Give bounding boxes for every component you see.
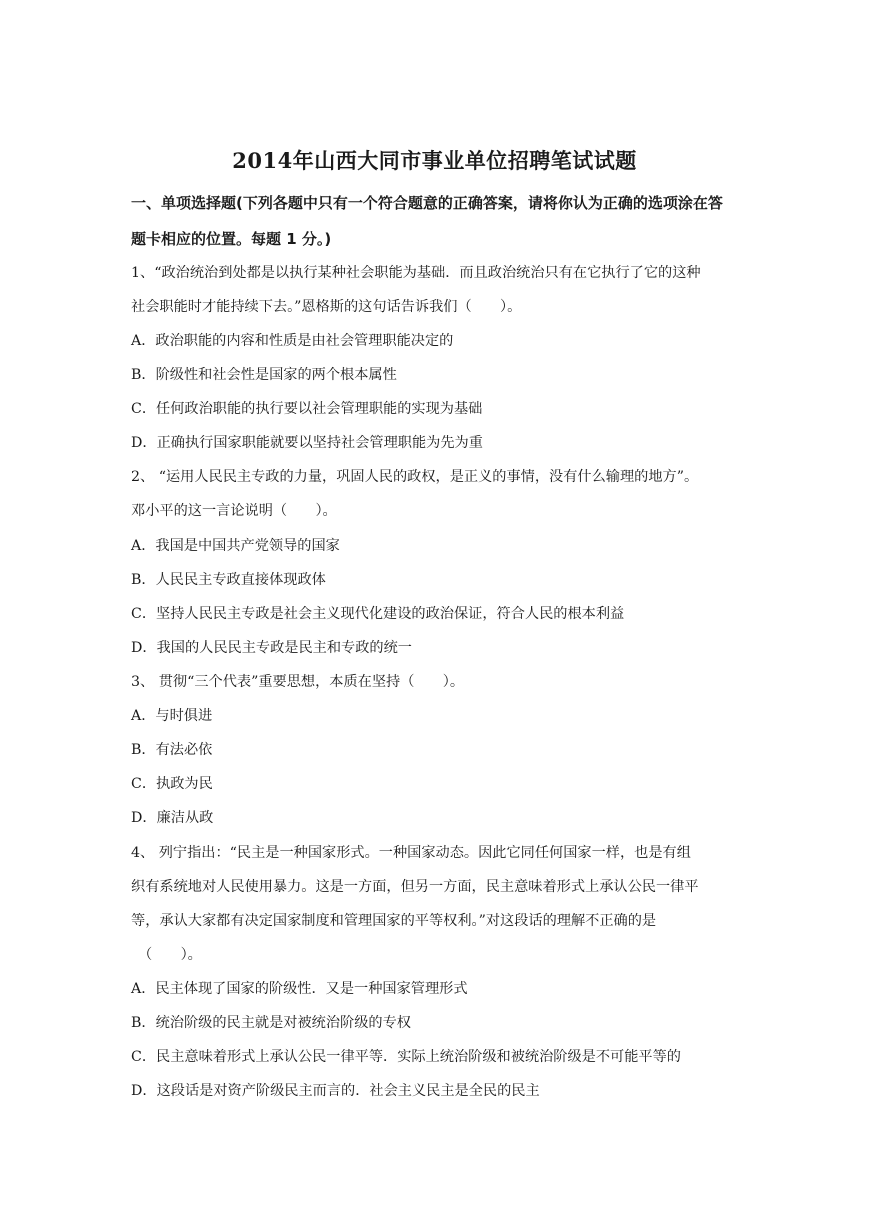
question-1-stem-line-2: 社会职能时才能持续下去。”恩格斯的这句话告诉我们（ ）。 [131, 299, 522, 315]
question-2-option-d: D．我国的人民民主专政是民主和专政的统一 [131, 640, 412, 656]
question-2-option-a: A．我国是中国共产党领导的国家 [131, 538, 340, 554]
question-4-stem-line-2: 织有系统地对人民使用暴力。这是一方面，但另一方面，民主意味着形式上承认公民一律平 [131, 879, 699, 895]
question-4-option-b: B．统治阶级的民主就是对被统治阶级的专权 [131, 1015, 411, 1031]
question-3-option-b: B．有法必依 [131, 742, 213, 758]
question-1-option-a: A．政治职能的内容和性质是由社会管理职能决定的 [131, 333, 454, 349]
question-3-option-a: A．与时俱进 [131, 708, 213, 724]
page-title: 2014年山西大同市事业单位招聘笔试试题 [232, 148, 637, 173]
question-2-stem-line-1: 2、 “运用人民民主专政的力量，巩固人民的政权，是正义的事情，没有什么输理的地方”。 [131, 469, 699, 485]
question-4-option-c: C．民主意味着形式上承认公民一律平等．实际上统治阶级和被统治阶级是不可能平等的 [131, 1049, 681, 1065]
question-3-stem-line-1: 3、 贯彻“三个代表”重要思想，本质在坚持（ ）。 [131, 674, 465, 690]
question-4-stem-line-3: 等，承认大家都有决定国家制度和管理国家的平等权利。”对这段话的理解不正确的是 [131, 913, 657, 929]
question-2-option-b: B．人民民主专政直接体现政体 [131, 572, 326, 588]
question-4-stem-line-1: 4、 列宁指出：“民主是一种国家形式。一种国家动态。因此它同任何国家一样，也是有组 [131, 845, 691, 861]
question-3-option-c: C．执政为民 [131, 776, 213, 792]
question-3-option-d: D．廉洁从政 [131, 810, 214, 826]
question-4-option-a: A．民主体现了国家的阶级性．又是一种国家管理形式 [131, 981, 468, 997]
question-1-stem-line-1: 1、“政治统治到处都是以执行某种社会职能为基础．而且政治统治只有在它执行了它的这种 [131, 265, 701, 281]
question-1-option-b: B．阶级性和社会性是国家的两个根本属性 [131, 367, 397, 383]
question-2-stem-line-2: 邓小平的这一言论说明（ ）。 [131, 503, 337, 519]
question-1-option-d: D．正确执行国家职能就要以坚持社会管理职能为先为重 [131, 435, 483, 451]
question-1-option-c: C．任何政治职能的执行要以社会管理职能的实现为基础 [131, 401, 483, 417]
question-4-stem-line-4: （ ）。 [138, 947, 202, 963]
section-instruction-line-2: 题卡相应的位置。每题 1 分。) [131, 230, 332, 248]
section-instruction-line-1: 一、单项选择题(下列各题中只有一个符合题意的正确答案，请将你认为正确的选项涂在答 [131, 194, 723, 212]
question-4-option-d: D．这段话是对资产阶级民主而言的．社会主义民主是全民的民主 [131, 1083, 540, 1099]
question-2-option-c: C．坚持人民民主专政是社会主义现代化建设的政治保证，符合人民的根本利益 [131, 606, 625, 622]
